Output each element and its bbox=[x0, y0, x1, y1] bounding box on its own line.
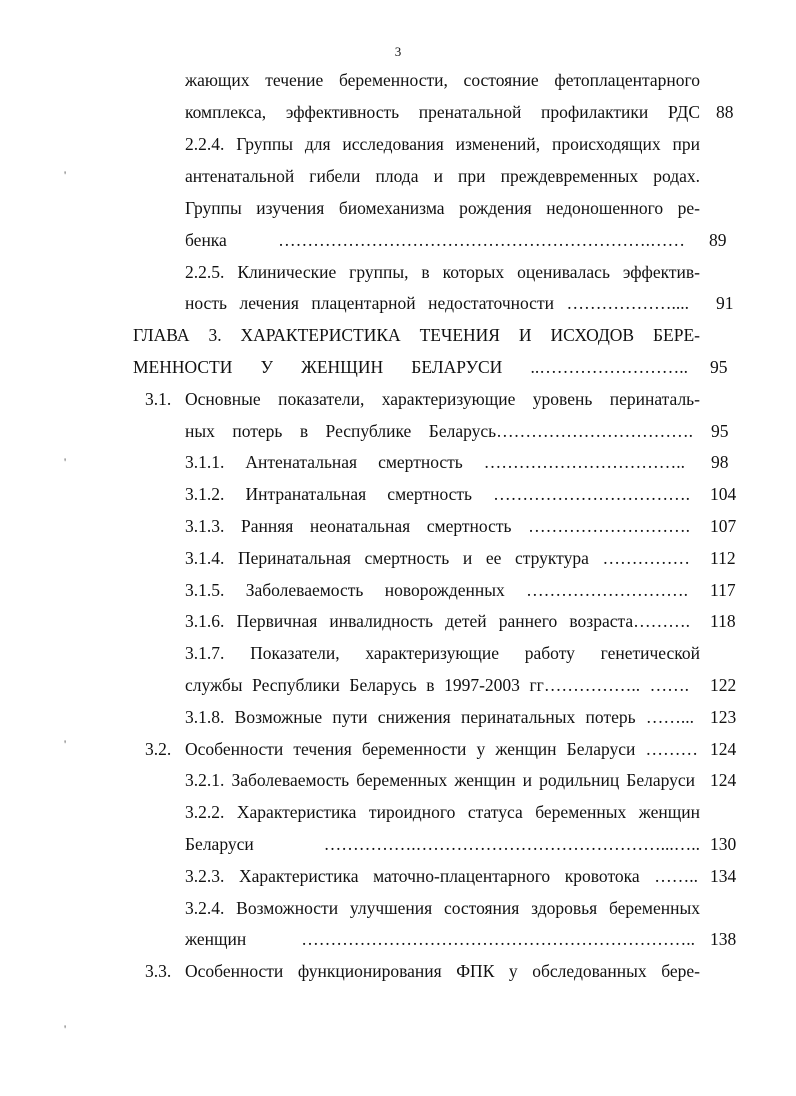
toc-line: бенка ……………………………………………………….…… bbox=[185, 230, 685, 250]
toc-page-number: 91 bbox=[716, 293, 734, 313]
section-number: 3.1. bbox=[145, 389, 172, 409]
toc-line: 3.1.1. Антенатальная смертность …………………………….. bbox=[185, 452, 685, 472]
toc-page-number: 124 bbox=[710, 770, 737, 790]
toc-page-number: 98 bbox=[711, 452, 729, 472]
toc-line: 3.1.8. Возможные пути снижения перинатальных потерь ……... bbox=[185, 707, 694, 727]
toc-line: Особенности течения беременности у женщин Беларуси ……… bbox=[185, 739, 698, 759]
page-number: 3 bbox=[394, 44, 402, 59]
toc-line: женщин ………………………………………………………….. bbox=[185, 929, 695, 949]
toc-page-number: 104 bbox=[710, 484, 737, 504]
toc-line: 3.2.3. Характеристика маточно-плацентарного кровотока …….. bbox=[185, 866, 698, 886]
toc-page-number: 130 bbox=[710, 834, 737, 854]
toc-page-number: 89 bbox=[709, 230, 727, 250]
toc-page-number: 88 bbox=[716, 102, 734, 122]
toc-page-number: 107 bbox=[710, 516, 737, 536]
chapter-heading: МЕННОСТИ У ЖЕНЩИН БЕЛАРУСИ ..…………………….. bbox=[133, 357, 688, 377]
margin-mark: ' bbox=[64, 1022, 67, 1036]
toc-line: 3.1.5. Заболеваемость новорожденных ………………………. bbox=[185, 580, 688, 600]
section-number: 3.3. bbox=[145, 961, 172, 981]
toc-page-number: 134 bbox=[710, 866, 737, 886]
toc-page-number: 138 bbox=[710, 929, 737, 949]
toc-line: ных потерь в Республике Беларусь……………………………. bbox=[185, 421, 693, 441]
toc-line: 3.1.3. Ранняя неонатальная смертность ………………………. bbox=[185, 516, 690, 536]
toc-line: 3.1.7. Показатели, характеризующие работу генетической bbox=[185, 643, 700, 663]
toc-line: 2.2.4. Группы для исследования изменений, происходящих при bbox=[185, 134, 700, 154]
toc-line: 3.2.4. Возможности улучшения состояния здоровья беременных bbox=[185, 898, 700, 918]
toc-line: Особенности функционирования ФПК у обследованных бере- bbox=[185, 961, 700, 981]
toc-line: 3.1.6. Первичная инвалидность детей раннего возраста………. bbox=[185, 611, 690, 631]
toc-line: службы Республики Беларусь в 1997-2003 гг…………….. ……. bbox=[185, 675, 689, 695]
toc-page-number: 95 bbox=[711, 421, 729, 441]
toc-page-number: 123 bbox=[710, 707, 737, 727]
toc-line: 3.2.1. Заболеваемость беременных женщин и родильниц Беларуси bbox=[185, 770, 695, 790]
toc-line: 2.2.5. Клинические группы, в которых оценивалась эффектив- bbox=[185, 262, 700, 282]
margin-mark: ' bbox=[64, 168, 67, 182]
margin-mark: ' bbox=[64, 737, 67, 751]
chapter-heading: ГЛАВА 3. ХАРАКТЕРИСТИКА ТЕЧЕНИЯ И ИСХОДОВ БЕРЕ- bbox=[133, 325, 700, 345]
toc-page-number: 95 bbox=[710, 357, 728, 377]
toc-line: Основные показатели, характеризующие уровень перинаталь- bbox=[185, 389, 700, 409]
toc-page-number: 124 bbox=[710, 739, 737, 759]
toc-line: жающих течение беременности, состояние фетоплацентарного bbox=[185, 70, 700, 90]
section-number: 3.2. bbox=[145, 739, 172, 759]
toc-page-number: 112 bbox=[710, 548, 736, 568]
toc-page-number: 118 bbox=[710, 611, 736, 631]
toc-line: комплекса, эффективность пренатальной профилактики РДС bbox=[185, 102, 700, 122]
toc-line: Группы изучения биомеханизма рождения недоношенного ре- bbox=[185, 198, 700, 218]
toc-page-number: 122 bbox=[710, 675, 737, 695]
toc-line: ность лечения плацентарной недостаточности ……………….... bbox=[185, 293, 689, 313]
toc-line: 3.2.2. Характеристика тироидного статуса беременных женщин bbox=[185, 802, 700, 822]
toc-line: Беларуси …………….……………………………………...….. bbox=[185, 834, 700, 854]
toc-line: антенатальной гибели плода и при преждевременных родах. bbox=[185, 166, 700, 186]
toc-line: 3.1.2. Интранатальная смертность ……………………………. bbox=[185, 484, 690, 504]
margin-mark: ' bbox=[64, 455, 67, 469]
toc-page-number: 117 bbox=[710, 580, 736, 600]
toc-line: 3.1.4. Перинатальная смертность и ее структура …………… bbox=[185, 548, 690, 568]
